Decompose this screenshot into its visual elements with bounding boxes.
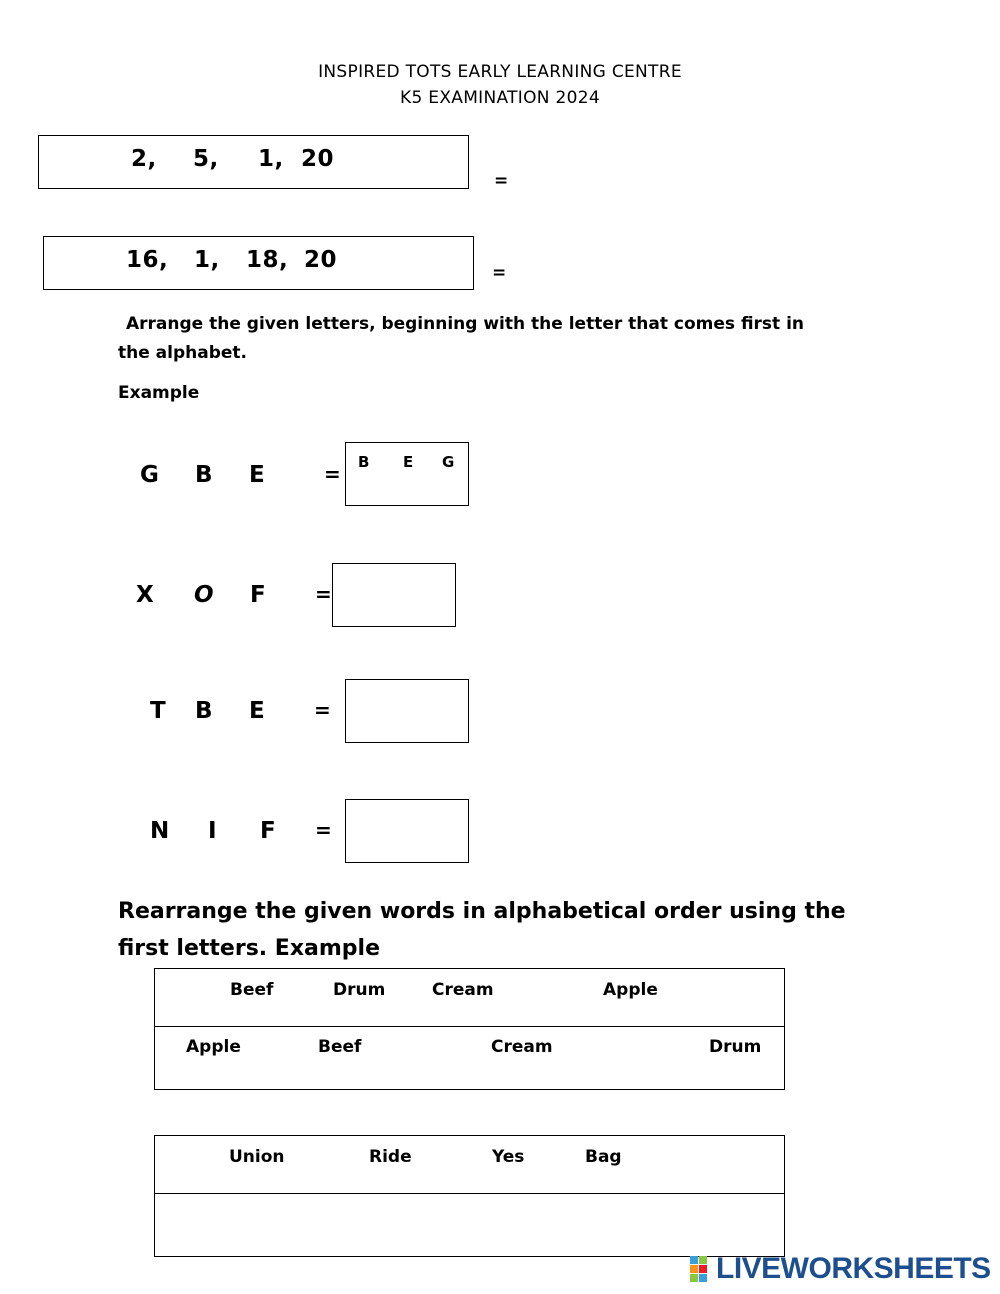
given-letter: G [140,462,159,488]
answer-box-xof[interactable] [332,563,456,627]
number-item: 1, [194,247,220,273]
number-box-2 [43,236,474,290]
equals-sign: = [324,462,341,486]
given-letter: N [150,818,170,844]
answer-letter: G [442,453,455,471]
given-letter: F [260,818,276,844]
given-letter: X [136,582,154,608]
given-word: Apple [603,980,658,1000]
equals-sign: = [494,171,509,191]
exam-title: K5 EXAMINATION 2024 [400,88,600,108]
answer-letter: E [403,453,414,471]
given-word: Yes [492,1147,525,1167]
given-letter: E [249,698,265,724]
logo-blocks-icon [690,1256,716,1282]
answer-box-tbe[interactable] [345,679,469,743]
words-table-example [154,968,785,1090]
number-item: 5, [193,146,219,172]
table-divider [155,1026,784,1027]
number-box-1 [38,135,469,189]
rearrange-instruction: Rearrange the given words in alphabetical order using the first letters. Example [118,899,846,961]
given-word: Bag [585,1147,622,1167]
equals-sign: = [492,263,507,283]
given-letter: T [150,698,166,724]
answer-box-example [345,442,469,506]
given-letter: I [208,818,217,844]
number-item: 2, [131,146,157,172]
number-item: 16, [126,247,169,273]
example-label: Example [118,383,200,403]
answer-word: Drum [709,1037,762,1057]
number-item: 18, [246,247,289,273]
answer-row[interactable] [155,1194,784,1256]
answer-box-nif[interactable] [345,799,469,863]
given-letter: F [250,582,266,608]
answer-letter: B [358,453,370,471]
number-item: 20 [301,146,335,172]
given-letter: E [249,462,265,488]
brand-name: LIVEWORKSHEETS [716,1252,991,1285]
given-word: Ride [369,1147,412,1167]
liveworksheets-logo [690,1252,991,1286]
number-item: 20 [304,247,338,273]
given-word: Drum [333,980,386,1000]
school-name: INSPIRED TOTS EARLY LEARNING CENTRE [318,62,682,82]
given-word: Beef [230,980,274,1000]
equals-sign: = [315,818,332,842]
given-letter: B [195,698,213,724]
equals-sign: = [314,698,331,722]
answer-word: Apple [186,1037,241,1057]
given-letter: B [195,462,213,488]
given-word: Union [229,1147,285,1167]
arrange-instruction: Arrange the given letters, beginning with the letter that comes first in the alphabet. [118,314,805,363]
equals-sign: = [315,582,332,606]
number-item: 1, [258,146,284,172]
answer-word: Cream [491,1037,553,1057]
given-word: Cream [432,980,494,1000]
given-letter: O [194,582,214,608]
words-table-exercise [154,1135,785,1257]
answer-word: Beef [318,1037,362,1057]
